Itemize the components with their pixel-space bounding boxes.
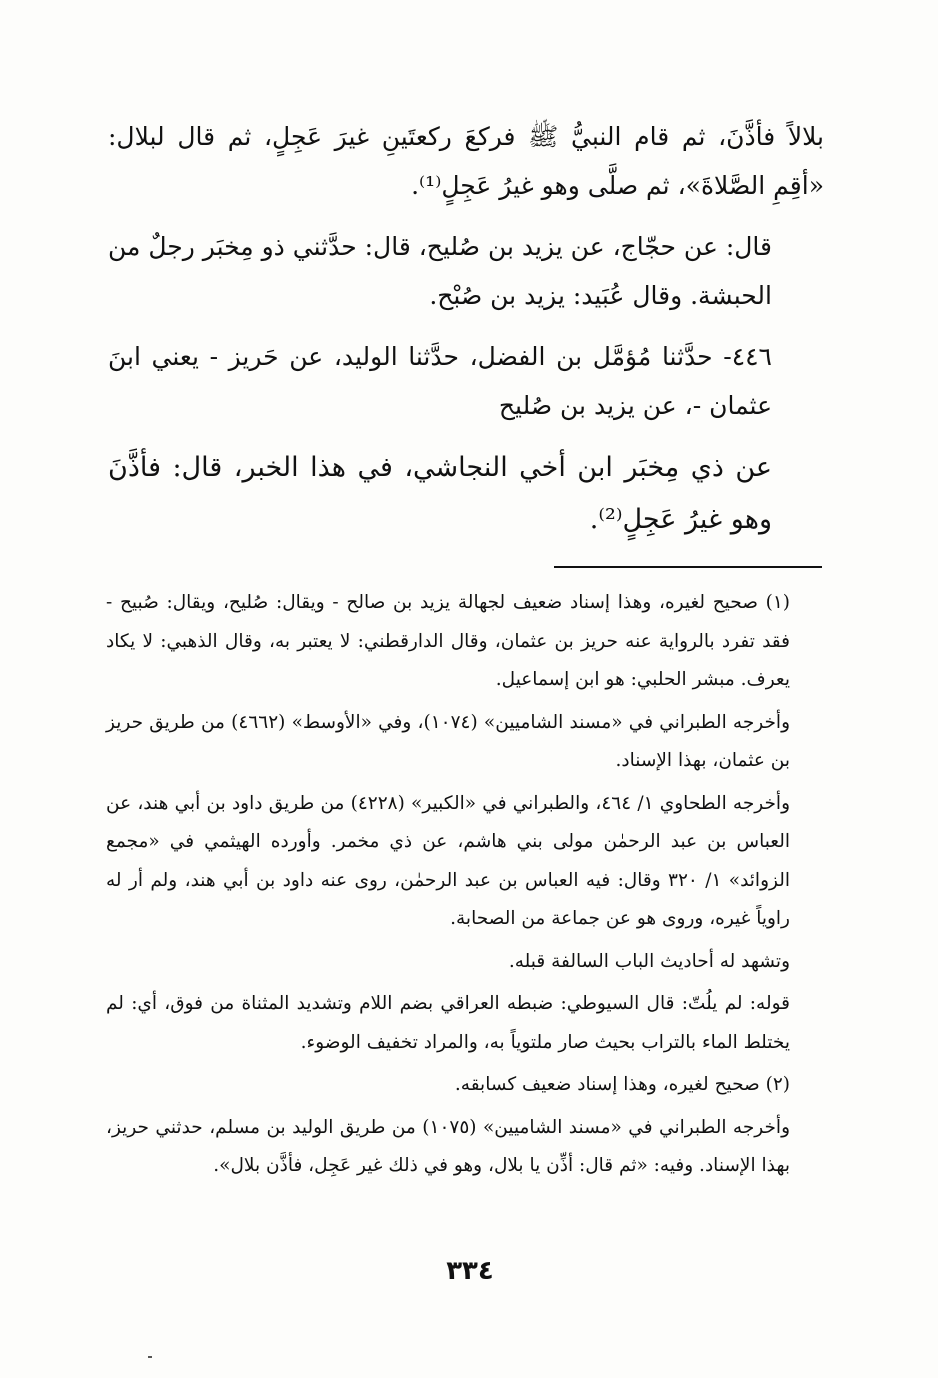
footnote-paragraph: وأخرجه الطبراني في «مسند الشاميين» (١٠٧٥) من طريق الوليد بن مسلم، حدثني حريز، بهذا الإسناد. وفيه: «ثم قال: أذِّن يا بلال، وهو في ذلك غير عَجِل، فأذَّن بلال». (106, 1116, 791, 1176)
footnote-1: (١) صحيح لغيره، وهذا إسناد ضعيف لجهالة يزيد بن صالح - ويقال: صُليح، ويقال: صُبيح - فقد تفرد بالرواية عنه حريز بن عثمان، وقال الدارقطني: لا يعتبر به، وقال الذهبي: لا يكاد يعرف. مبشر الحلبي: هو ابن إسماعيل. (106, 592, 790, 690)
footnote-2: (٢) صحيح لغيره، وهذا إسناد ضعيف كسابقه. (454, 1074, 790, 1095)
main-text (108, 112, 824, 558)
hadith-446: ٤٤٦- حدَّثنا مُؤمَّل بن الفضل، حدَّثنا الوليد، عن حَريز - يعني ابنَ عثمان -، عن يزيد بن صُليح (108, 342, 772, 420)
footnote-paragraph: وأخرجه الطبراني في «مسند الشاميين» (١٠٧٤)، وفي «الأوسط» (٤٦٦٢) من طريق حريز بن عثمان، بهذا الإسناد. (106, 711, 790, 771)
footnote-separator (554, 566, 822, 568)
main-paragraph-4: عن ذي مِخبَر ابن أخي النجاشي، في هذا الخبر، قال: فأذَّنَ وهو غيرُ عَجِلٍ⁽²⁾. (108, 452, 772, 535)
footnote-paragraph: قوله: لم يلُتّ: قال السيوطي: ضبطه العراقي بضم اللام وتشديد المثناة من فوق، أي: لم يختلط الماء بالتراب بحيث صار ملتوياً به، والمراد تخفيف الوضوء. (106, 993, 790, 1053)
footnote-paragraph: وتشهد له أحاديث الباب السالفة قبله. (508, 950, 790, 972)
main-paragraph-1: بلالاً فأذَّنَ، ثم قام النبيُّ ﷺ فركعَ ركعتَينِ غيرَ عَجِلٍ، ثم قال لبلال: «أقِمِ الصَّلاةَ»، ثم صلَّى وهو غيرُ عَجِلٍ⁽¹⁾. (108, 122, 824, 200)
main-paragraph-2: قال: عن حجّاج، عن يزيد بن صُليح، قال: حدَّثني ذو مِخبَر رجلٌ من الحبشة. وقال عُبَيد: يزيد بن صُبْح. (108, 232, 772, 310)
page-number: ٣٣٤ (446, 1256, 494, 1286)
footnote-paragraph: وأخرجه الطحاوي ١/ ٤٦٤، والطبراني في «الكبير» (٤٢٢٨) من طريق داود بن أبي هند، عن العباس بن عبد الرحمٰن مولى بني هاشم، عن ذي مخمر. وأورده الهيثمي في «مجمع الزوائد» ١/ ٣٢٠ وقال: فيه العباس بن عبد الرحمٰن، روى عنه داود بن أبي هند، ولم أر له راوياً غيره، وروى هو عن جماعة من الصحابة. (106, 792, 790, 929)
scan-speck (148, 1356, 152, 1358)
footnotes (106, 584, 824, 1190)
